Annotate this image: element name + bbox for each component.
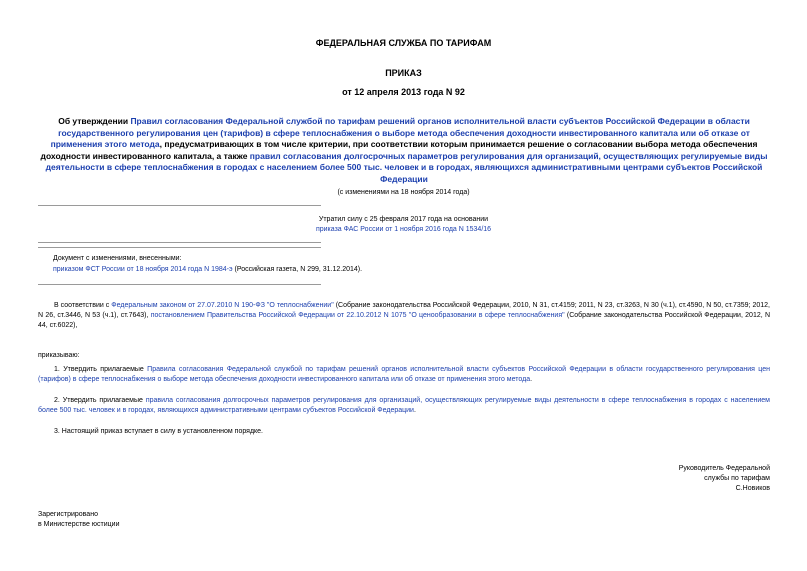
order-item-2 [38,396,770,416]
changes-block [53,254,753,275]
order-item-1 [38,365,770,385]
separator-line [38,284,321,285]
preamble-link-law[interactable]: Федеральным законом от 27.07.2010 N 190-ФЗ "О теплоснабжении" [111,302,334,309]
title-middle: , предусматривающих в том числе критерии, при соответствии которым принимается решение о согласовании выбора метода обеспечения доходности инвестированного капитала, а также [40,139,758,161]
order-word: приказываю: [38,352,80,359]
item-1-link[interactable]: Правила согласования Федеральной службой по тарифам решений органов исполнительной власти субъектов Российской Федерации в области государственного регулирования цен (тарифов) в сфере теплоснабжения о выборе метода обеспечения доходности инвестированного капитала или об отказе от применения этого метода [38,366,770,383]
document-title [38,116,770,186]
item-1-text: 1. Утвердить прилагаемые [54,366,148,373]
title-link-rules-longterm[interactable]: правил согласования долгосрочных параметров регулирования для организаций, осуществляющих регулируемые виды деятельности в сфере теплоснабжения в городах с населением более 500 тыс. человек и в городах, являющихся административными центрами субъектов Российской Федерации [45,150,768,184]
document-type: ПРИКАЗ [385,68,422,78]
separator-line [38,247,321,248]
invalid-notice-text: Утратил силу с 25 февраля 2017 года на основании [318,216,489,223]
signature-block [560,464,770,494]
amendment-note: (с изменениями на 18 ноября 2014 года) [337,189,470,196]
invalid-notice [300,215,507,235]
agency-name: ФЕДЕРАЛЬНАЯ СЛУЖБА ПО ТАРИФАМ [315,38,492,48]
title-link-rules-capital[interactable]: Правил согласования Федеральной службой по тарифам решений органов исполнительной власти субъектов Российской Федерации в области государственного регулирования цен (тарифов) в сфере теплоснабжения о выборе метода обеспечения доходности инвестированного капитала или об отказе от применения этого метода [50,116,750,150]
preamble-text: В соответствии с [54,302,112,309]
separator-line [38,205,321,206]
signature-position-2: службы по тарифам [704,475,770,482]
registration-block [38,510,338,530]
preamble-paragraph [38,301,770,331]
invalid-notice-link[interactable]: приказа ФАС России от 1 ноября 2016 года N 1534/16 [315,226,492,233]
separator-line [38,242,321,243]
registration-line-1: Зарегистрировано [38,511,98,518]
changes-link[interactable]: приказом ФСТ России от 18 ноября 2014 года N 1984-э [53,266,233,273]
registration-line-2: в Министерстве юстиции [38,521,120,528]
signature-position: Руководитель Федеральной [678,465,770,472]
changes-label: Документ с изменениями, внесенными: [53,255,182,262]
preamble-text: (Собрание законодательства Российской Федерации, 2010, N 31, ст.4159; 2011, N 23, ст.3263, N 30 (ч.1), ст.4590, N 50, ст.7359; 2012, N 26, ст.3446, N 53 (ч.1), ст.7643), [38,302,770,319]
item-2-link[interactable]: правила согласования долгосрочных параметров регулирования для организаций, осуществляющих регулируемые виды деятельности в сфере теплоснабжения в городах с населением более 500 тыс. человек и в городах, являющихся административными центрами субъектов Российской Федерации [38,397,770,414]
title-prefix: Об утверждении [58,116,131,126]
item-1-end: . [530,376,533,383]
document-date-number: от 12 апреля 2013 года N 92 [342,87,465,97]
signature-name: С.Новиков [735,485,770,492]
item-2-end: . [413,407,416,414]
order-item-3: 3. Настоящий приказ вступает в силу в установленном порядке. [54,428,264,435]
item-2-text: 2. Утвердить прилагаемые [54,397,146,404]
preamble-link-decree[interactable]: постановлением Правительства Российской Федерации от 22.10.2012 N 1075 "О ценообразовании в сфере теплоснабжения" [150,312,565,319]
changes-tail: (Российская газета, N 299, 31.12.2014). [232,266,363,273]
preamble-text: (Собрание законодательства Российской Федерации, 2012, N 44, ст.6022), [38,312,770,329]
